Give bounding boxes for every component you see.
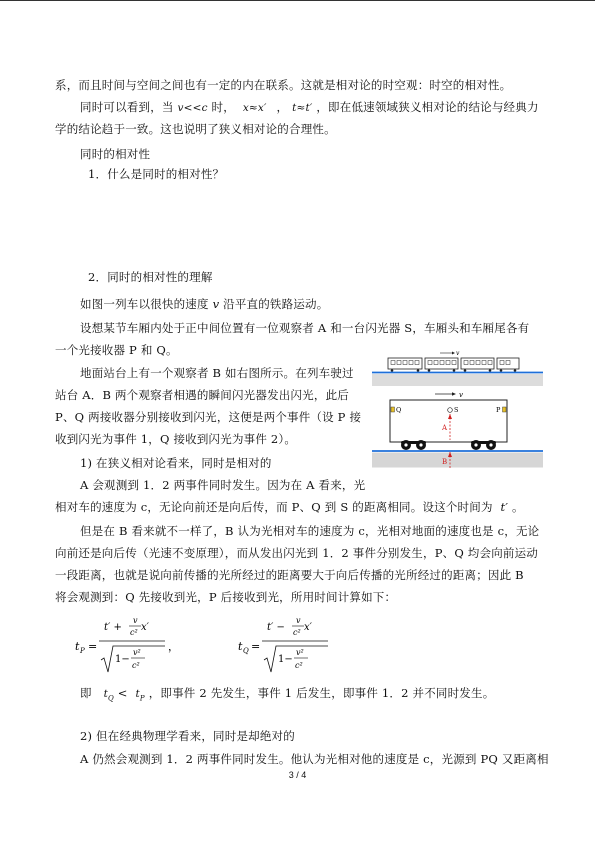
receiver-q <box>391 407 395 412</box>
paragraph-text: A 会观测到 1．2 两事件同时发生。因为在 A 看来，光 <box>80 478 366 492</box>
flasher-s <box>448 408 453 413</box>
paragraph-text: P、Q 两接收器分别接收到闪光，这便是两个事件（设 P 接 <box>55 410 362 424</box>
train-figure <box>370 348 545 470</box>
formula-den-den: c² <box>295 661 303 670</box>
paragraph-text: 将会观测到：Q 先接收到光，P 后接收到光，所用时间计算如下： <box>55 590 397 604</box>
formula-den-num: v² <box>133 648 141 657</box>
formula-num: t′ + <box>104 622 122 633</box>
train-car <box>390 400 507 442</box>
formula-den-one: 1− <box>278 654 293 665</box>
formula-trail: ， <box>168 640 179 653</box>
paragraph-text: 一个光接收器 P 和 Q。 <box>55 343 178 357</box>
label-a: A <box>442 424 448 432</box>
formula-den-num: v² <box>296 648 304 657</box>
formula-num-tail: x′ <box>141 622 149 633</box>
formula-eq: = <box>88 640 98 653</box>
paragraph-text: 1) 在狭义相对论看来，同时是相对的 <box>80 456 272 470</box>
paragraph-text: 向前还是向后传（光速不变原理），而从发出闪光到 1．2 事件分别发生，P、Q 均会向前运动 <box>55 546 539 560</box>
label-p: P <box>496 406 501 414</box>
formula-eq: = <box>251 640 261 653</box>
formula-frac-num: v <box>296 616 301 625</box>
paragraph-text: 设想某节车厢内处于正中间位置有一位观察者 A 和一台闪光器 S，车厢头和车厢尾各有 <box>80 321 530 335</box>
section-heading: 2．同时的相对性的理解 <box>88 270 213 284</box>
small-velocity-label: v <box>456 350 460 357</box>
upper-ground <box>372 374 543 386</box>
formula-lhs: t <box>238 640 243 653</box>
paragraph-text: A 仍然会观测到 1．2 两事件同时发生。他认为光相对他的速度是 c，光源到 PQ 又距离相 <box>80 752 549 766</box>
receiver-p <box>503 407 507 412</box>
paragraph-text: 地面站台上有一个观察者 B 如右图所示。在列车驶过 <box>80 366 354 380</box>
paragraph-text: 一段距离，也就是说向前传播的光所经过的距离要大于向后传播的光所经过的距离；因此 B <box>55 568 524 582</box>
label-s: S <box>454 406 459 414</box>
small-train <box>388 358 519 372</box>
formula-den-den: c² <box>132 661 140 670</box>
section-heading: 同时的相对性 <box>80 147 151 161</box>
formula-lhs: t <box>75 640 80 653</box>
formula-lhs-sub: Q <box>243 647 249 655</box>
paragraph-text: 系，而且时间与空间之间也有一定的内在联系。这就是相对论的时空观：时空的相对性。 <box>55 78 512 92</box>
question-heading: 1．什么是同时的相对性？ <box>88 167 225 181</box>
paragraph-text: 收到闪光为事件 1，Q 接收到闪光为事件 2）。 <box>55 432 297 446</box>
formula-frac-den: c² <box>293 628 301 637</box>
label-b: B <box>442 458 448 466</box>
formula-den-one: 1− <box>115 654 130 665</box>
paragraph-text: 2) 但在经典物理学看来，同时是却绝对的 <box>80 729 295 743</box>
paragraph-text: 同时可以看到，当 v<<c 时， x≈x′ ， t≈t′ ，即在低速领域狭义相对论的结论与经典力 <box>80 100 539 114</box>
formula-num-tail: x′ <box>304 622 312 633</box>
top-rule <box>0 0 595 1</box>
paragraph-text: 但是在 B 看来就不一样了，B 认为光相对车的速度为 c，光相对地面的速度也是 c，无论 <box>80 524 540 538</box>
formula-num: t′ − <box>267 622 285 633</box>
formula-lhs-sub: P <box>80 647 85 655</box>
label-q: Q <box>396 406 402 414</box>
page-number: 3 / 4 <box>288 770 307 780</box>
formula-frac-num: v <box>133 616 138 625</box>
paragraph-text: 即 $t_Q < t_P$ ，即事件 2 先发生，事件 1 后发生，即事件 1．2 并不同时发生。 <box>80 686 495 703</box>
paragraph-text: 如图一列车以很快的速度 v 沿平直的铁路运动。 <box>80 297 329 311</box>
paragraph-text: 相对车的速度为 c，无论向前还是向后传，而 P、Q 到 S 的距离相同。设这个时间为 t′ 。 <box>55 500 524 514</box>
paragraph-text: 站台 A．B 两个观察者相遇的瞬间闪光器发出闪光，此后 <box>55 388 349 402</box>
paragraph-text: 学的结论趋于一致。这也说明了狭义相对论的合理性。 <box>55 122 336 136</box>
formula-tp <box>75 610 185 678</box>
formula-tq <box>238 610 338 678</box>
formula-frac-den: c² <box>130 628 138 637</box>
velocity-label: v <box>459 391 463 399</box>
lower-ground <box>372 453 543 468</box>
